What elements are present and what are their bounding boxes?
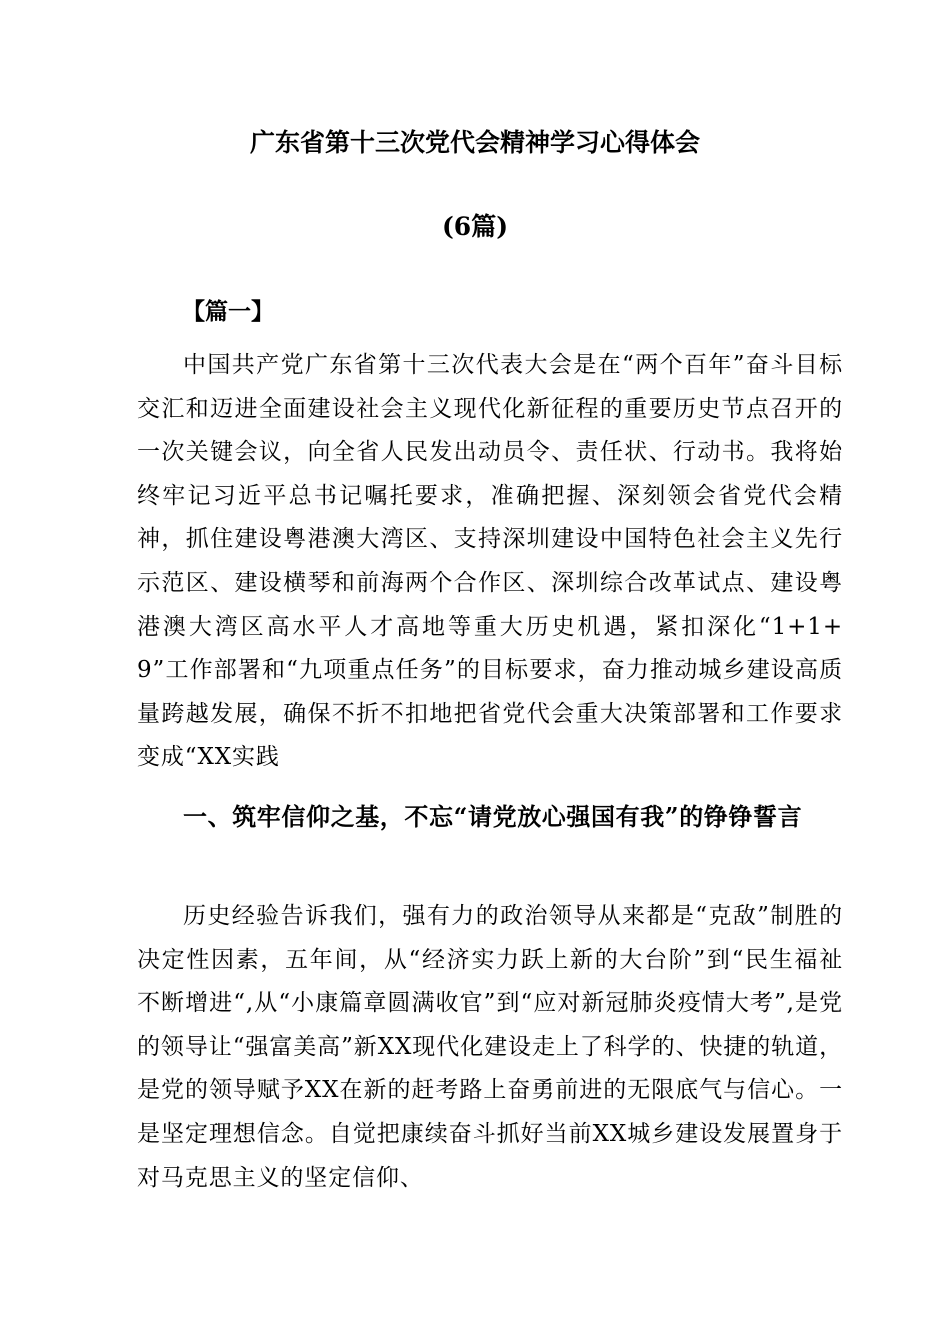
- section-tag: 【篇一】: [182, 298, 274, 325]
- body-paragraph-1: 中国共产党广东省第十三次代表大会是在“两个百年”奋斗目标交汇和迈进全面建设社会主义现代化新征程的重要历史节点召开的一次关键会议，向全省人民发出动员令、责任状、行动书。我将始终牢记习近平总书记嘱托要求，准确把握、深刻领会省党代会精神，抓住建设粤港澳大湾区、支持深圳建设中国特色社会主义先行示范区、建设横琴和前海两个合作区、深圳综合改革试点、建设粤港澳大湾区高水平人才高地等重大历史机遇，紧扣深化“1+1+9”工作部署和“九项重点任务”的目标要求，奋力推动城乡建设高质量跨越发展，确保不折不扣地把省党代会重大决策部署和工作要求变成“XX实践: [137, 352, 843, 771]
- document-title: 广东省第十三次党代会精神学习心得体会: [249, 128, 700, 157]
- document-subtitle: (6篇): [441, 212, 509, 241]
- body-paragraph-2: 历史经验告诉我们，强有力的政治领导从来都是“克敌”制胜的决定性因素，五年间，从“经济实力跃上新的大台阶”到“民生福祉不断增进“,从“小康篇章圆满收官”到“应对新冠肺炎疫情大考”,是党的领导让“强富美高”新XX现代化建设走上了科学的、快捷的轨道，是党的领导赋予XX在新的赶考路上奋勇前进的无限底气与信心。一是坚定理想信念。自觉把康续奋斗抓好当前XX城乡建设发展置身于对马克思主义的坚定信仰、: [137, 903, 843, 1191]
- section-heading-1: 一、筑牢信仰之基，不忘“请党放心强国有我”的铮铮誓言: [183, 802, 803, 831]
